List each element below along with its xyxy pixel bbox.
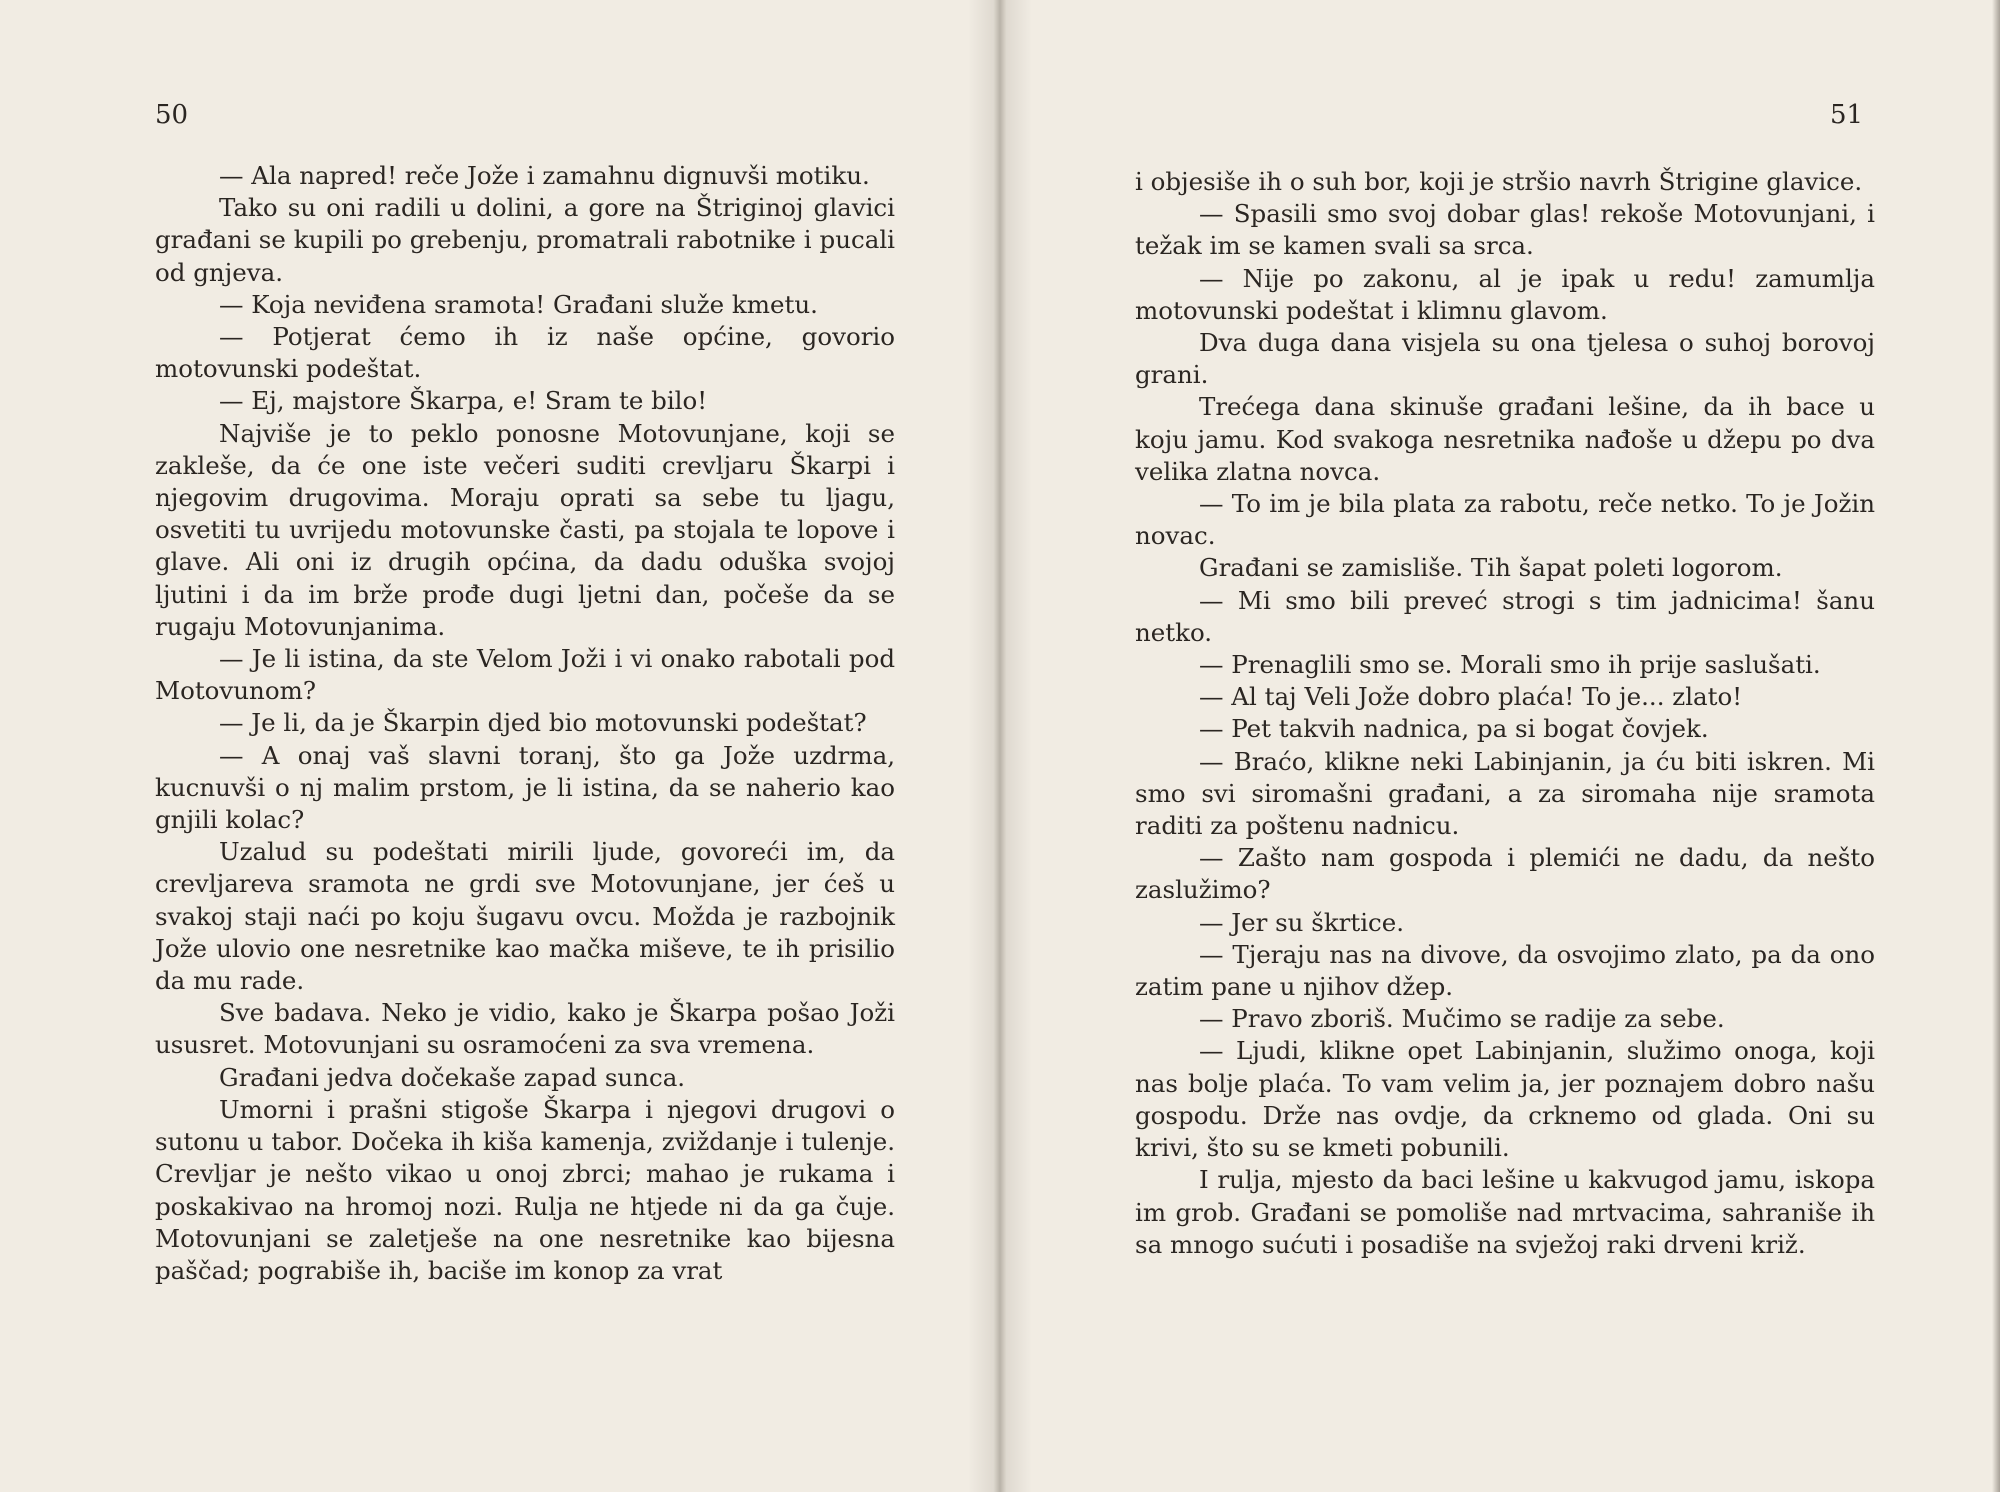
paragraph: — Nije po zakonu, al je ipak u redu! zamumlja motovunski podeštat i klimnu glavom. xyxy=(1135,263,1875,325)
paragraph: Građani jedva dočekaše zapad sunca. xyxy=(219,1062,686,1092)
paragraph: Sve badava. Neko je vidio, kako je Škarpa pošao Joži ususret. Motovunjani su osramoćeni za sva vremena. xyxy=(155,998,895,1060)
paragraph: Umorni i prašni stigoše Škarpa i njegovi drugovi o sutonu u tabor. Dočeka ih kiša kamenja, zviždanje i tulenje. Crevljar je nešto vikao u onoj zbrci; mahao je rukama i poskakivao na hromoj nozi. Rulja ne htjede ni da ga čuje. Motovunjani se zaletješe na one nesretnike kao bijesna paščad; pograbiše ih, baciše im konop za vrat xyxy=(155,1094,895,1285)
paragraph: — Pravo zboriš. Mučimo se radije za sebe. xyxy=(1199,1004,1725,1034)
paragraph: — Prenaglili smo se. Morali smo ih prije saslušati. xyxy=(1199,650,1821,680)
paragraph: — Potjerat ćemo ih iz naše općine, govorio motovunski podeštat. xyxy=(155,322,895,384)
paragraph: — Je li, da je Škarpin djed bio motovunski podeštat? xyxy=(219,708,867,738)
paragraph: — Mi smo bili preveć strogi s tim jadnicima! šanu netko. xyxy=(1135,585,1875,647)
paragraph: — Al taj Veli Jože dobro plaća! To je... zlato! xyxy=(1199,682,1743,712)
paragraph: — Spasili smo svoj dobar glas! rekoše Motovunjani, i težak im se kamen svali sa srca. xyxy=(1135,199,1875,261)
paragraph: Najviše je to peklo ponosne Motovunjane, koji se zakleše, da će one iste večeri suditi crevljaru Škarpi i njegovim drugovima. Moraju oprati sa sebe tu ljagu, osvetiti tu uvrijedu motovunske časti, pa stojala te lopove i glave. Ali oni iz drugih općina, da dadu oduška svojoj ljutini i da im brže prođe dugi ljetni dan, počeše da se rugaju Motovunjanima. xyxy=(155,418,895,641)
paragraph: — Pet takvih nadnica, pa si bogat čovjek. xyxy=(1199,714,1709,744)
paragraph: Dva duga dana visjela su ona tjelesa o suhoj borovoj grani. xyxy=(1135,328,1875,390)
paragraph: — Ljudi, klikne opet Labinjanin, služimo onoga, koji nas bolje plaća. To vam velim ja, jer poznajem dobro našu gospodu. Drže nas ovdje, da crknemo od glada. Oni su krivi, što su se kmeti pobunili. xyxy=(1135,1036,1875,1163)
paragraph: Trećega dana skinuše građani lešine, da ih bace u koju jamu. Kod svakoga nesretnika nađoše u džepu po dva velika zlatna novca. xyxy=(1135,392,1875,486)
paragraph: — Zašto nam gospoda i plemići ne dadu, da nešto zaslužimo? xyxy=(1135,843,1875,905)
paragraph: Uzalud su podeštati mirili ljude, govoreći im, da crevljareva sramota ne grdi sve Motovunjane, jer ćeš u svakoj staji naći po koju šugavu ovcu. Možda je razbojnik Jože ulovio one nesretnike kao mačka miševe, te ih prisilio da mu rade. xyxy=(155,837,895,996)
paragraph: — A onaj vaš slavni toranj, što ga Jože uzdrma, kucnuvši o nj malim prstom, je li istina, da se naherio kao gnjili kolac? xyxy=(155,740,895,835)
paragraph: — Ala napred! reče Jože i zamahnu dignuvši motiku. xyxy=(219,161,870,190)
paragraph: — Je li istina, da ste Velom Joži i vi onako rabotali pod Motovunom? xyxy=(155,644,895,706)
paragraph: — Jer su škrtice. xyxy=(1199,907,1405,937)
page-number-left: 50 xyxy=(155,100,189,130)
paragraph: — Ej, majstore Škarpa, e! Sram te bilo! xyxy=(219,386,708,416)
paragraph: — Braćo, klikne neki Labinjanin, ja ću biti iskren. Mi smo svi siromašni građani, a za siromaha nije sramota raditi za poštenu nadnicu. xyxy=(1135,746,1875,841)
left-page xyxy=(0,0,990,1492)
paragraph: I rulja, mjesto da baci lešine u kakvugod jamu, iskopa im grob. Građani se pomoliše nad mrtvacima, sahraniše ih sa mnogo sućuti i posadiše na svježoj raki drveni križ. xyxy=(1135,1165,1875,1259)
paragraph: — To im je bila plata za rabotu, reče netko. To je Jožin novac. xyxy=(1135,489,1875,551)
page-number-right: 51 xyxy=(1830,100,1864,130)
paragraph: Tako su oni radili u dolini, a gore na Štriginoj glavici građani se kupili po grebenju, promatrali rabotnike i pucali od gnjeva. xyxy=(155,193,895,287)
paragraph: — Koja neviđena sramota! Građani služe kmetu. xyxy=(219,289,818,319)
paragraph: — Tjeraju nas na divove, da osvojimo zlato, pa da ono zatim pane u njihov džep. xyxy=(1135,939,1875,1002)
paragraph: Građani se zamisliše. Tih šapat poleti logorom. xyxy=(1199,553,1783,583)
paragraph: i objesiše ih o suh bor, koji je stršio navrh Štrigine glavice. xyxy=(1135,167,1863,196)
right-page xyxy=(1010,0,2000,1492)
right-page-text xyxy=(1135,166,1875,1261)
left-page-text xyxy=(155,160,895,1287)
